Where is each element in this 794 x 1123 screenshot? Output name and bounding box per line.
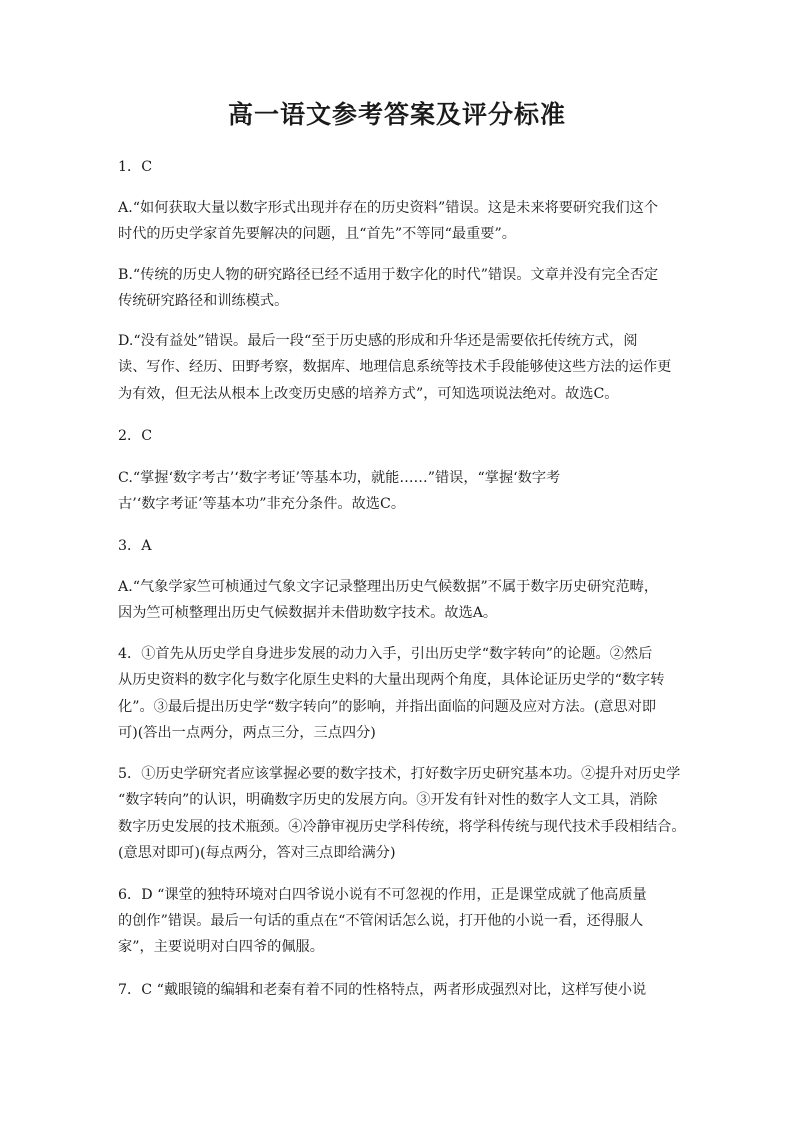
- answer-line: 数字历史发展的技术瓶颈。④冷静审视历史学科传统，将学科传统与现代技术手段相结合。: [118, 819, 686, 835]
- answer-line: 家”，主要说明对白四爷的佩服。: [118, 939, 324, 955]
- answer-line: 3．A: [118, 538, 152, 554]
- answer-line: 古’‘数字考证’等基本功”非充分条件。故选C。: [118, 496, 406, 512]
- answer-line: D.“没有益处”错误。最后一段“至于历史感的形成和升华还是需要依托传统方式，阅: [118, 333, 638, 349]
- answer-line: 化”。③最后提出历史学“数字转向”的影响，并指出面临的问题及应对方法。(意思对即: [118, 699, 657, 715]
- answer-line: 5．①历史学研究者应该掌握必要的数字技术，打好数字历史研究基本功。②提升对历史学: [118, 766, 681, 782]
- answer-line: 为有效，但无法从根本上改变历史感的培养方式”，可知选项说法绝对。故选C。: [118, 386, 619, 402]
- answer-line: 的创作”错误。最后一句话的重点在“不管闲话怎么说，打开他的小说一看，还得服人: [118, 913, 644, 929]
- answer-line: 7．C “戴眼镜的编辑和老秦有着不同的性格特点，两者形成强烈对比，这样写使小说: [118, 982, 647, 998]
- answer-line: B.“传统的历史人物的研究路径已经不适用于数字化的时代”错误。文章并没有完全否定: [118, 267, 659, 283]
- answer-line: “数字转向”的认识，明确数字历史的发展方向。③开发有针对性的数字人文工具，消除: [118, 792, 658, 808]
- answer-line: A.“如何获取大量以数字形式出现并存在的历史资料”错误。这是未来将要研究我们这个: [118, 200, 659, 216]
- answer-line: 因为竺可桢整理出历史气候数据并未借助数字技术。故选A。: [118, 605, 498, 621]
- answer-line: 2．C: [118, 428, 153, 444]
- answer-line: 4．①首先从历史学自身进步发展的动力入手，引出历史学“数字转向”的论题。②然后: [118, 646, 653, 662]
- page-title: 高一语文参考答案及评分标准: [227, 100, 566, 129]
- answer-line: 读、写作、经历、田野考察，数据库、地理信息系统等技术手段能够使这些方法的运作更: [118, 359, 672, 375]
- answer-line: (意思对即可)(每点两分，答对三点即给满分): [118, 845, 396, 861]
- answer-line: 传统研究路径和训练模式。: [118, 293, 289, 309]
- answer-line: C.“掌握‘数字考古’‘数字考证’等基本功，就能……”错误，“掌握‘数字考: [118, 470, 561, 486]
- answer-line: 时代的历史学家首先要解决的问题，且“首先”不等同“最重要”。: [118, 226, 516, 242]
- answer-line: 从历史资料的数字化与数字化原生史料的大量出现两个角度，具体论证历史学的“数字转: [118, 672, 665, 688]
- answer-line: 6．D “课堂的独特环境对白四爷说小说有不可忽视的作用，正是课堂成就了他高质量: [118, 887, 647, 903]
- answer-line: 可)(答出一点两分，两点三分，三点四分): [118, 725, 376, 741]
- answer-line: A.“气象学家竺可桢通过气象文字记录整理出历史气候数据”不属于数字历史研究范畴，: [118, 579, 659, 595]
- answer-line: 1．C: [118, 159, 153, 175]
